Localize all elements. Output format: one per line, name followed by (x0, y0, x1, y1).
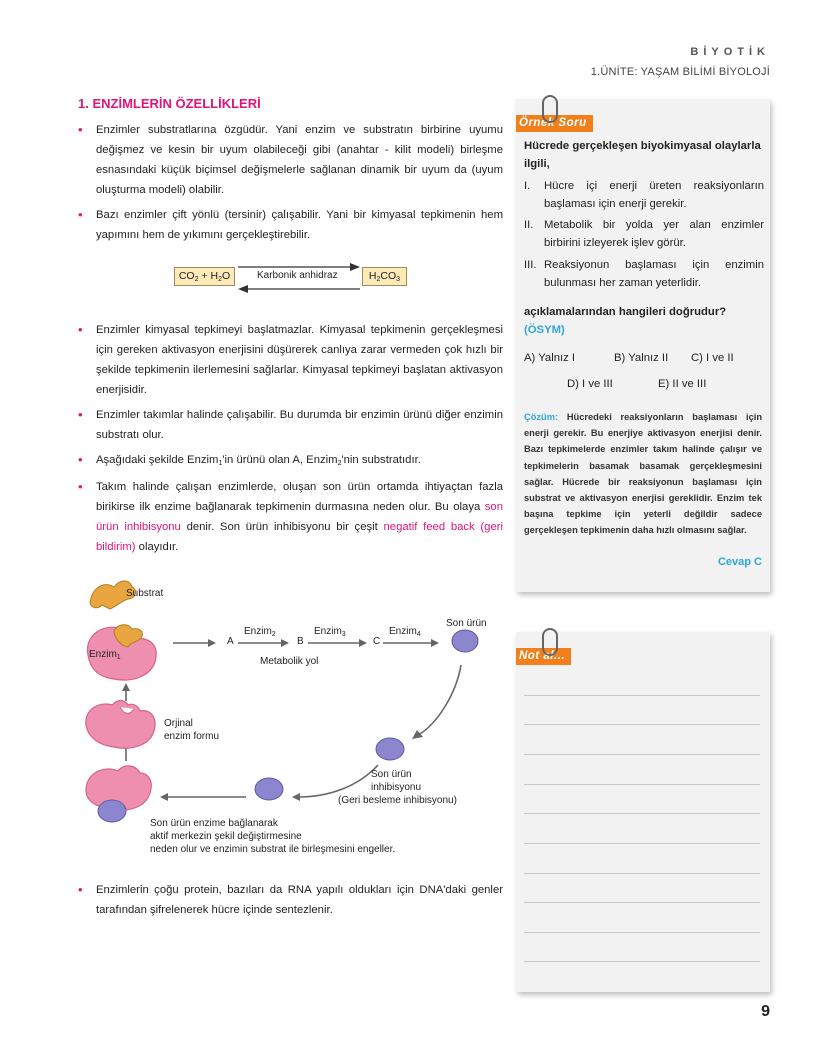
answer-label: Cevap C (717, 556, 762, 568)
section-title: 1. ENZİMLERİN ÖZELLİKLERİ (78, 96, 261, 111)
label-enzim3: Enzim$_3$ (314, 626, 346, 638)
note-line (524, 961, 760, 962)
label-inhib-1: Son ürün (371, 769, 412, 780)
caption-line-3: neden olur ve enzimin substrat ile birleşmesini engeller. (150, 844, 396, 855)
label-enzim4: Enzim$_4$ (389, 626, 421, 638)
bullet-reversible: • Bazı enzimler çift yönlü (tersinir) çalışabilir. Yani bir kimyasal tepkimenin hem yapımını hem de yıkımını gerçekleştirebilir. (78, 205, 503, 245)
label-enzim-formu: enzim formu (164, 731, 220, 742)
note-line (524, 873, 760, 874)
note-line (524, 813, 760, 814)
note-line (524, 724, 760, 725)
header-brand: BİYOTİK (690, 46, 770, 58)
caption-line-2: aktif merkezin şekil değiştirmesine (150, 831, 302, 842)
question-item-1: I. Hücre içi enerji üreten reaksiyonların başlaması için enerji gerekir. (524, 180, 764, 210)
page-number: 9 (761, 1003, 770, 1020)
label-son-urun: Son ürün (446, 618, 487, 629)
solution-text: Çözüm: Hücredeki reaksiyonların başlaması için enerji gerekir. Bu enerjiye aktivasyon enerjisi denir. Bazı tepkimelerde enzimler takım halinde çalışır ve tepkimelerin basamak basamak gerçekleşmesini sağlar. Hücrede bir reaksiyonun başlaması için substrat ve aktivasyon enerjisi gereklidir. Enzim tek başına tepkime için yeterli değildir sadece gerçekleşen tepkimenin daha hızlı olmasını sağlar. (524, 412, 762, 536)
note-line (524, 843, 760, 844)
label-enzim1: Enzim$_1$ (89, 649, 121, 661)
reversible-arrows (236, 260, 362, 296)
label-orjinal: Orjinal (164, 718, 193, 729)
product-top (452, 630, 478, 652)
note-line (524, 695, 760, 696)
bullet-team-work: • Enzimler takımlar halinde çalışabilir. Bu durumda bir enzimin ürünü diğer enzimin substratı olur. (78, 405, 503, 445)
ornek-soru-tag: Örnek Soru (516, 115, 593, 132)
label-c: C (373, 636, 381, 647)
term-son-urun-inhibisyonu: son ürün inhibisyonu (96, 501, 503, 533)
bullet-feedback-inhibition: • Takım halinde çalışan enzimlerde, oluşan son ürün ortamda ihtiyaçtan fazla birikirse ilk enzime bağlanarak tepkimenin durmasına neden olur. Bu olaya son ürün inhibisyonu denir. Son ürün inhibisyonu bir çeşit negatif feed back (geri bildirim) olayıdır. (78, 477, 503, 557)
label-a: A (227, 636, 234, 647)
not-al-tag: Not al... (516, 648, 571, 665)
option-e[interactable]: E) II ve III (658, 378, 707, 390)
term-negatif-feedback: negatif feed back (geri bildirim) (96, 521, 504, 553)
bullet-figure-note: • Aşağıdaki şekilde Enzim$_1$'in ürünü olan A, Enzim$_2$'nin substratıdır. (78, 450, 503, 474)
paperclip-icon (542, 628, 558, 656)
bullet-activation-energy: • Enzimler kimyasal tepkimeyi başlatmazlar. Kimyasal tepkimenin gerçekleşmesi için gereken aktivasyon enerjisini düşürerek canlıya zarar vermeden çok hızlı bir şekilde tepkimenin ilerlemesini sağlarlar. Kimyasal tepkimeyi başlatan aktivasyon enerjisidir. (78, 320, 503, 400)
paperclip-icon (542, 95, 558, 123)
option-b[interactable]: B) Yalnız II (614, 352, 669, 364)
note-line (524, 754, 760, 755)
not-al-card[interactable] (516, 632, 770, 992)
label-substrat: Substrat (126, 588, 164, 599)
feedback-inhibition-diagram (78, 575, 518, 865)
caption-line-1: Son ürün enzime bağlanarak (150, 818, 278, 829)
reaction-product: $H_2CO_3$ (362, 267, 407, 286)
label-metabolik-yol: Metabolik yol (260, 656, 319, 667)
product-lower (255, 778, 283, 800)
option-a[interactable]: A) Yalnız I (524, 352, 576, 364)
inhibitor-bound (98, 800, 126, 822)
reaction-enzyme-label: Karbonik anhidraz (257, 270, 338, 281)
reaction-reactants: $CO_2 + H_2O$ (174, 267, 235, 286)
question-stem: Hücrede gerçekleşen biyokimyasal olaylarla ilgili, (524, 140, 761, 170)
label-enzim2: Enzim$_2$ (244, 626, 276, 638)
question-ask: açıklamalarından hangileri doğrudur? (ÖSYM) (524, 306, 727, 336)
label-inhib-2: inhibisyonu (371, 782, 422, 793)
note-line (524, 932, 760, 933)
question-item-3: III. Reaksiyonun başlaması için enzimin bulunması her zaman yeterlidir. (524, 259, 764, 289)
note-line (524, 902, 760, 903)
label-inhib-3: (Geri besleme inhibisyonu) (338, 795, 457, 806)
question-item-2: II. Metabolik bir yolda yer alan enzimler birbirini izleyerek işlev görür. (524, 219, 764, 249)
question-source: (ÖSYM) (524, 324, 565, 336)
bullet-substrate-specificity: • Enzimler substratlarına özgüdür. Yani enzim ve substratın birbirine uyumu değişmez ve kesin bir uyum olabileceği gibi (anahtar - kilit modeli) birleşme esnasındaki küçük biçimsel değişmelerle sağlanan dinamik bir uyum da (uyum oluşturma modeli) olabilir. (78, 120, 503, 200)
note-line (524, 784, 760, 785)
option-d[interactable]: D) I ve III (567, 378, 613, 390)
label-b: B (297, 636, 304, 647)
product-mid (376, 738, 404, 760)
bullet-protein-rna: • Enzimlerin çoğu protein, bazıları da RNA yapılı oldukları için DNA'daki genler tarafından şifrelenerek hücre içinde sentezlenir. (78, 880, 503, 920)
option-c[interactable]: C) I ve II (691, 352, 734, 364)
header-unit: 1.ÜNİTE: YAŞAM BİLİMİ BİYOLOJİ (590, 66, 770, 78)
